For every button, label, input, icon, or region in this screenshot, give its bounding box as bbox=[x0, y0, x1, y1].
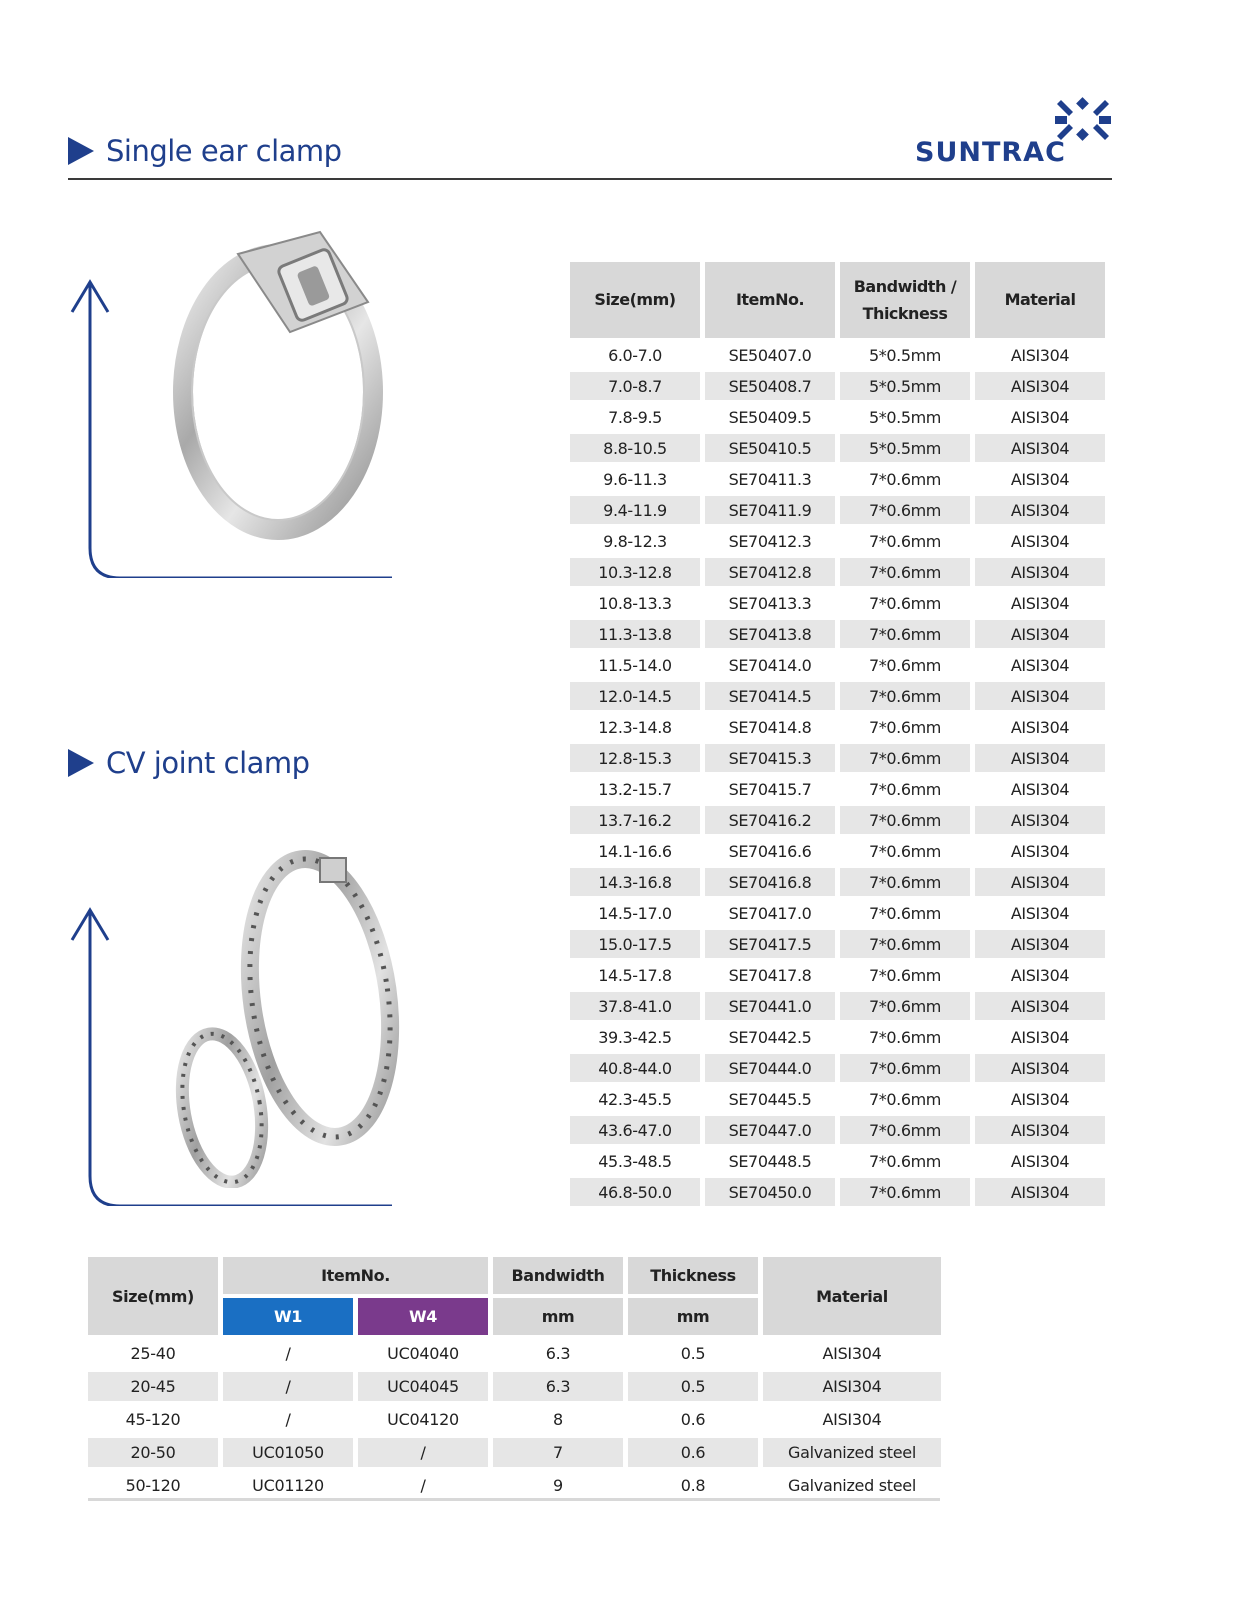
header-bandwidth-unit: mm bbox=[493, 1298, 623, 1335]
table-row bbox=[570, 961, 1105, 989]
cell-bandwidth: 7 bbox=[493, 1438, 623, 1467]
table-row bbox=[570, 806, 1105, 834]
cell-item-no: SE70444.0 bbox=[705, 1054, 835, 1082]
single-ear-spec-table bbox=[565, 259, 1110, 1209]
cell-bandwidth-thickness: 7*0.6mm bbox=[869, 717, 941, 737]
cell-size: 25-40 bbox=[130, 1344, 176, 1363]
cell-item-no: SE70412.3 bbox=[728, 531, 812, 551]
cell-size: 7.8-9.5 bbox=[608, 407, 662, 427]
cell-size: 37.8-41.0 bbox=[570, 992, 700, 1020]
cell-item-no: SE70414.5 bbox=[705, 682, 835, 710]
cell-w4: / bbox=[358, 1438, 488, 1467]
table-row bbox=[570, 1023, 1105, 1051]
cell-bandwidth-thickness: 7*0.6mm bbox=[869, 593, 941, 613]
cell-material: Galvanized steel bbox=[763, 1438, 941, 1467]
table-row bbox=[570, 651, 1105, 679]
table-row bbox=[570, 558, 1105, 586]
cell-size: 11.3-13.8 bbox=[570, 620, 700, 648]
table-row bbox=[570, 1116, 1105, 1144]
header-material: Material bbox=[763, 1257, 941, 1335]
cell-size: 13.7-16.2 bbox=[570, 806, 700, 834]
cell-material: Galvanized steel bbox=[788, 1476, 916, 1495]
cell-size: 15.0-17.5 bbox=[570, 930, 700, 958]
table-row bbox=[570, 744, 1105, 772]
table-row bbox=[570, 496, 1105, 524]
cell-material: AISI304 bbox=[1010, 531, 1070, 551]
cell-thickness: 0.8 bbox=[680, 1476, 706, 1495]
cell-material: AISI304 bbox=[975, 868, 1105, 896]
cv-joint-clamp-photo bbox=[170, 848, 410, 1188]
table-header-row bbox=[88, 1257, 941, 1294]
cell-w1: / bbox=[285, 1410, 291, 1429]
cell-item-no: SE70413.3 bbox=[728, 593, 812, 613]
cell-bandwidth-thickness: 7*0.6mm bbox=[840, 1054, 970, 1082]
cell-item-no: SE70415.3 bbox=[705, 744, 835, 772]
table-row bbox=[570, 868, 1105, 896]
cell-material: AISI304 bbox=[975, 620, 1105, 648]
cell-bandwidth-thickness: 7*0.6mm bbox=[869, 841, 941, 861]
cell-bandwidth-thickness: 7*0.6mm bbox=[869, 779, 941, 799]
cell-size: 20-50 bbox=[88, 1438, 218, 1467]
header-rule bbox=[68, 178, 1112, 180]
cell-size: 10.3-12.8 bbox=[570, 558, 700, 586]
cell-material: AISI304 bbox=[1010, 903, 1070, 923]
cell-size: 12.8-15.3 bbox=[570, 744, 700, 772]
cell-bandwidth-thickness: 5*0.5mm bbox=[840, 434, 970, 462]
cell-material: AISI304 bbox=[1010, 965, 1070, 985]
cell-item-no: SE70417.8 bbox=[728, 965, 812, 985]
table-row bbox=[570, 682, 1105, 710]
cell-bandwidth-thickness: 7*0.6mm bbox=[869, 1151, 941, 1171]
cell-size: 10.8-13.3 bbox=[598, 593, 672, 613]
suntrac-logo bbox=[915, 96, 1115, 168]
cell-item-no: SE70417.5 bbox=[705, 930, 835, 958]
cell-material: AISI304 bbox=[975, 434, 1105, 462]
table-row bbox=[570, 527, 1105, 555]
cell-size: 9.8-12.3 bbox=[603, 531, 667, 551]
cell-w4: UC04120 bbox=[387, 1410, 459, 1429]
cell-material: AISI304 bbox=[1010, 1089, 1070, 1109]
cell-bandwidth-thickness: 7*0.6mm bbox=[840, 1178, 970, 1206]
cell-item-no: SE50408.7 bbox=[705, 372, 835, 400]
cell-item-no: SE70448.5 bbox=[728, 1151, 812, 1171]
cell-w4: / bbox=[420, 1476, 426, 1495]
cell-material: AISI304 bbox=[975, 496, 1105, 524]
header-item-no: ItemNo. bbox=[223, 1257, 488, 1294]
cell-bandwidth-thickness: 7*0.6mm bbox=[840, 806, 970, 834]
cell-material: AISI304 bbox=[1010, 717, 1070, 737]
table-row bbox=[570, 837, 1105, 865]
cell-material: AISI304 bbox=[1010, 407, 1070, 427]
cell-size: 50-120 bbox=[125, 1476, 181, 1495]
cell-material: AISI304 bbox=[1010, 469, 1070, 489]
cell-size: 20-45 bbox=[88, 1372, 218, 1401]
table-row bbox=[570, 620, 1105, 648]
cell-size: 45.3-48.5 bbox=[598, 1151, 672, 1171]
cell-material: AISI304 bbox=[1010, 1027, 1070, 1047]
cell-material: AISI304 bbox=[1010, 655, 1070, 675]
header-band-line2: Thickness bbox=[862, 304, 948, 323]
cell-bandwidth: 8 bbox=[553, 1410, 563, 1429]
cell-material: AISI304 bbox=[1010, 841, 1070, 861]
table-row bbox=[88, 1471, 941, 1500]
cell-bandwidth-thickness: 7*0.6mm bbox=[869, 903, 941, 923]
cell-item-no: SE70414.8 bbox=[728, 717, 812, 737]
cell-item-no: SE70412.8 bbox=[705, 558, 835, 586]
cell-material: AISI304 bbox=[975, 558, 1105, 586]
header-size: Size(mm) bbox=[88, 1257, 218, 1335]
cell-item-no: SE70411.9 bbox=[705, 496, 835, 524]
header-w4: W4 bbox=[358, 1298, 488, 1335]
table-row bbox=[570, 930, 1105, 958]
cell-item-no: SE70416.6 bbox=[728, 841, 812, 861]
cell-bandwidth-thickness: 7*0.6mm bbox=[840, 744, 970, 772]
cell-thickness: 0.5 bbox=[628, 1372, 758, 1401]
cell-item-no: SE70416.2 bbox=[705, 806, 835, 834]
table-row bbox=[570, 465, 1105, 493]
table-row bbox=[570, 775, 1105, 803]
table-row bbox=[570, 341, 1105, 369]
cell-thickness: 0.6 bbox=[680, 1410, 706, 1429]
header-band-line1: Bandwidth / bbox=[853, 276, 957, 296]
logo-text: SUNTRAC bbox=[915, 137, 1066, 168]
cell-material: AISI304 bbox=[975, 372, 1105, 400]
cell-size: 14.5-17.8 bbox=[598, 965, 672, 985]
cell-bandwidth-thickness: 7*0.6mm bbox=[840, 496, 970, 524]
cell-bandwidth-thickness: 7*0.6mm bbox=[869, 965, 941, 985]
cell-w1: UC01050 bbox=[223, 1438, 353, 1467]
cell-material: AISI304 bbox=[1010, 1151, 1070, 1171]
table-row bbox=[570, 899, 1105, 927]
table-row bbox=[570, 1085, 1105, 1113]
section-title: CV joint clamp bbox=[106, 746, 310, 780]
cell-size: 9.4-11.9 bbox=[570, 496, 700, 524]
cell-size: 9.6-11.3 bbox=[603, 469, 667, 489]
cell-size: 12.3-14.8 bbox=[598, 717, 672, 737]
table-row bbox=[570, 1178, 1105, 1206]
single-ear-table-body bbox=[570, 341, 1105, 1206]
cell-bandwidth-thickness: 7*0.6mm bbox=[869, 469, 941, 489]
table-row bbox=[570, 1147, 1105, 1175]
cell-size: 43.6-47.0 bbox=[570, 1116, 700, 1144]
cell-material: AISI304 bbox=[1010, 779, 1070, 799]
cell-w1: UC01120 bbox=[252, 1476, 324, 1495]
cell-item-no: SE50409.5 bbox=[728, 407, 812, 427]
cell-item-no: SE70414.0 bbox=[728, 655, 812, 675]
cell-material: AISI304 bbox=[975, 1054, 1105, 1082]
cell-w1: / bbox=[223, 1372, 353, 1401]
cell-size: 11.5-14.0 bbox=[598, 655, 672, 675]
cell-size: 7.0-8.7 bbox=[570, 372, 700, 400]
cell-material: AISI304 bbox=[763, 1372, 941, 1401]
cell-item-no: SE70416.8 bbox=[705, 868, 835, 896]
section-heading-cv-joint bbox=[68, 746, 310, 780]
cv-joint-table-body bbox=[88, 1339, 941, 1500]
header-thickness: Thickness bbox=[628, 1257, 758, 1294]
table-bottom-rule bbox=[88, 1498, 940, 1501]
cell-material: AISI304 bbox=[975, 1178, 1105, 1206]
cell-size: 14.5-17.0 bbox=[598, 903, 672, 923]
header-material: Material bbox=[975, 262, 1105, 338]
cell-bandwidth-thickness: 7*0.6mm bbox=[840, 620, 970, 648]
cell-bandwidth-thickness: 7*0.6mm bbox=[869, 655, 941, 675]
cell-bandwidth-thickness: 5*0.5mm bbox=[869, 345, 941, 365]
section-heading-single-ear bbox=[68, 134, 342, 168]
cell-item-no: SE70445.5 bbox=[728, 1089, 812, 1109]
cell-material: AISI304 bbox=[975, 930, 1105, 958]
cell-bandwidth: 6.3 bbox=[493, 1372, 623, 1401]
cell-bandwidth-thickness: 7*0.6mm bbox=[840, 868, 970, 896]
cell-size: 14.1-16.6 bbox=[598, 841, 672, 861]
cell-material: AISI304 bbox=[822, 1344, 882, 1363]
table-row bbox=[570, 434, 1105, 462]
cell-size: 13.2-15.7 bbox=[598, 779, 672, 799]
cell-material: AISI304 bbox=[975, 1116, 1105, 1144]
cell-item-no: SE50410.5 bbox=[705, 434, 835, 462]
cell-item-no: SE70411.3 bbox=[728, 469, 812, 489]
cell-thickness: 0.5 bbox=[680, 1344, 706, 1363]
cell-thickness: 0.6 bbox=[628, 1438, 758, 1467]
header-item-no: ItemNo. bbox=[705, 262, 835, 338]
cell-item-no: SE70442.5 bbox=[728, 1027, 812, 1047]
table-row bbox=[88, 1339, 941, 1368]
cv-joint-spec-table bbox=[83, 1253, 946, 1504]
header-size: Size(mm) bbox=[570, 262, 700, 338]
cell-material: AISI304 bbox=[1010, 593, 1070, 613]
cell-item-no: SE70450.0 bbox=[705, 1178, 835, 1206]
cell-material: AISI304 bbox=[975, 992, 1105, 1020]
table-row bbox=[570, 992, 1105, 1020]
cell-item-no: SE70415.7 bbox=[728, 779, 812, 799]
cell-bandwidth-thickness: 7*0.6mm bbox=[840, 930, 970, 958]
cell-w4: UC04040 bbox=[387, 1344, 459, 1363]
table-row bbox=[570, 1054, 1105, 1082]
cell-item-no: SE70417.0 bbox=[728, 903, 812, 923]
cell-bandwidth: 6.3 bbox=[545, 1344, 571, 1363]
cell-w4: UC04045 bbox=[358, 1372, 488, 1401]
table-row bbox=[88, 1372, 941, 1401]
cell-material: AISI304 bbox=[975, 806, 1105, 834]
cell-size: 39.3-42.5 bbox=[598, 1027, 672, 1047]
table-row bbox=[88, 1405, 941, 1434]
table-row bbox=[570, 713, 1105, 741]
cell-size: 6.0-7.0 bbox=[608, 345, 662, 365]
cell-material: AISI304 bbox=[975, 682, 1105, 710]
cell-material: AISI304 bbox=[822, 1410, 882, 1429]
cell-bandwidth-thickness: 7*0.6mm bbox=[840, 1116, 970, 1144]
table-header-row bbox=[570, 262, 1105, 338]
single-ear-clamp-photo bbox=[168, 222, 388, 542]
cell-w1: / bbox=[285, 1344, 291, 1363]
header-bandwidth-thickness bbox=[840, 262, 970, 338]
cell-bandwidth-thickness: 7*0.6mm bbox=[840, 558, 970, 586]
cell-bandwidth-thickness: 7*0.6mm bbox=[869, 1027, 941, 1047]
triangle-bullet-icon bbox=[68, 137, 94, 165]
cell-size: 40.8-44.0 bbox=[570, 1054, 700, 1082]
cell-bandwidth: 9 bbox=[553, 1476, 563, 1495]
cell-bandwidth-thickness: 7*0.6mm bbox=[869, 531, 941, 551]
cell-item-no: SE70413.8 bbox=[705, 620, 835, 648]
cell-item-no: SE70447.0 bbox=[705, 1116, 835, 1144]
table-row bbox=[570, 589, 1105, 617]
cell-bandwidth-thickness: 7*0.6mm bbox=[840, 682, 970, 710]
section-title: Single ear clamp bbox=[106, 134, 342, 168]
cell-size: 14.3-16.8 bbox=[570, 868, 700, 896]
cell-material: AISI304 bbox=[1010, 345, 1070, 365]
cell-material: AISI304 bbox=[975, 744, 1105, 772]
cell-size: 42.3-45.5 bbox=[598, 1089, 672, 1109]
header-thickness-unit: mm bbox=[628, 1298, 758, 1335]
table-row bbox=[570, 372, 1105, 400]
cell-size: 8.8-10.5 bbox=[570, 434, 700, 462]
cell-item-no: SE70441.0 bbox=[705, 992, 835, 1020]
triangle-bullet-icon bbox=[68, 749, 94, 777]
table-row bbox=[570, 403, 1105, 431]
cell-bandwidth-thickness: 7*0.6mm bbox=[840, 992, 970, 1020]
cell-size: 45-120 bbox=[125, 1410, 181, 1429]
header-bandwidth: Bandwidth bbox=[493, 1257, 623, 1294]
cell-item-no: SE50407.0 bbox=[728, 345, 812, 365]
cell-size: 46.8-50.0 bbox=[570, 1178, 700, 1206]
cell-size: 12.0-14.5 bbox=[570, 682, 700, 710]
cell-bandwidth-thickness: 7*0.6mm bbox=[869, 1089, 941, 1109]
header-w1: W1 bbox=[223, 1298, 353, 1335]
table-row bbox=[88, 1438, 941, 1467]
cell-bandwidth-thickness: 5*0.5mm bbox=[869, 407, 941, 427]
cell-bandwidth-thickness: 5*0.5mm bbox=[840, 372, 970, 400]
